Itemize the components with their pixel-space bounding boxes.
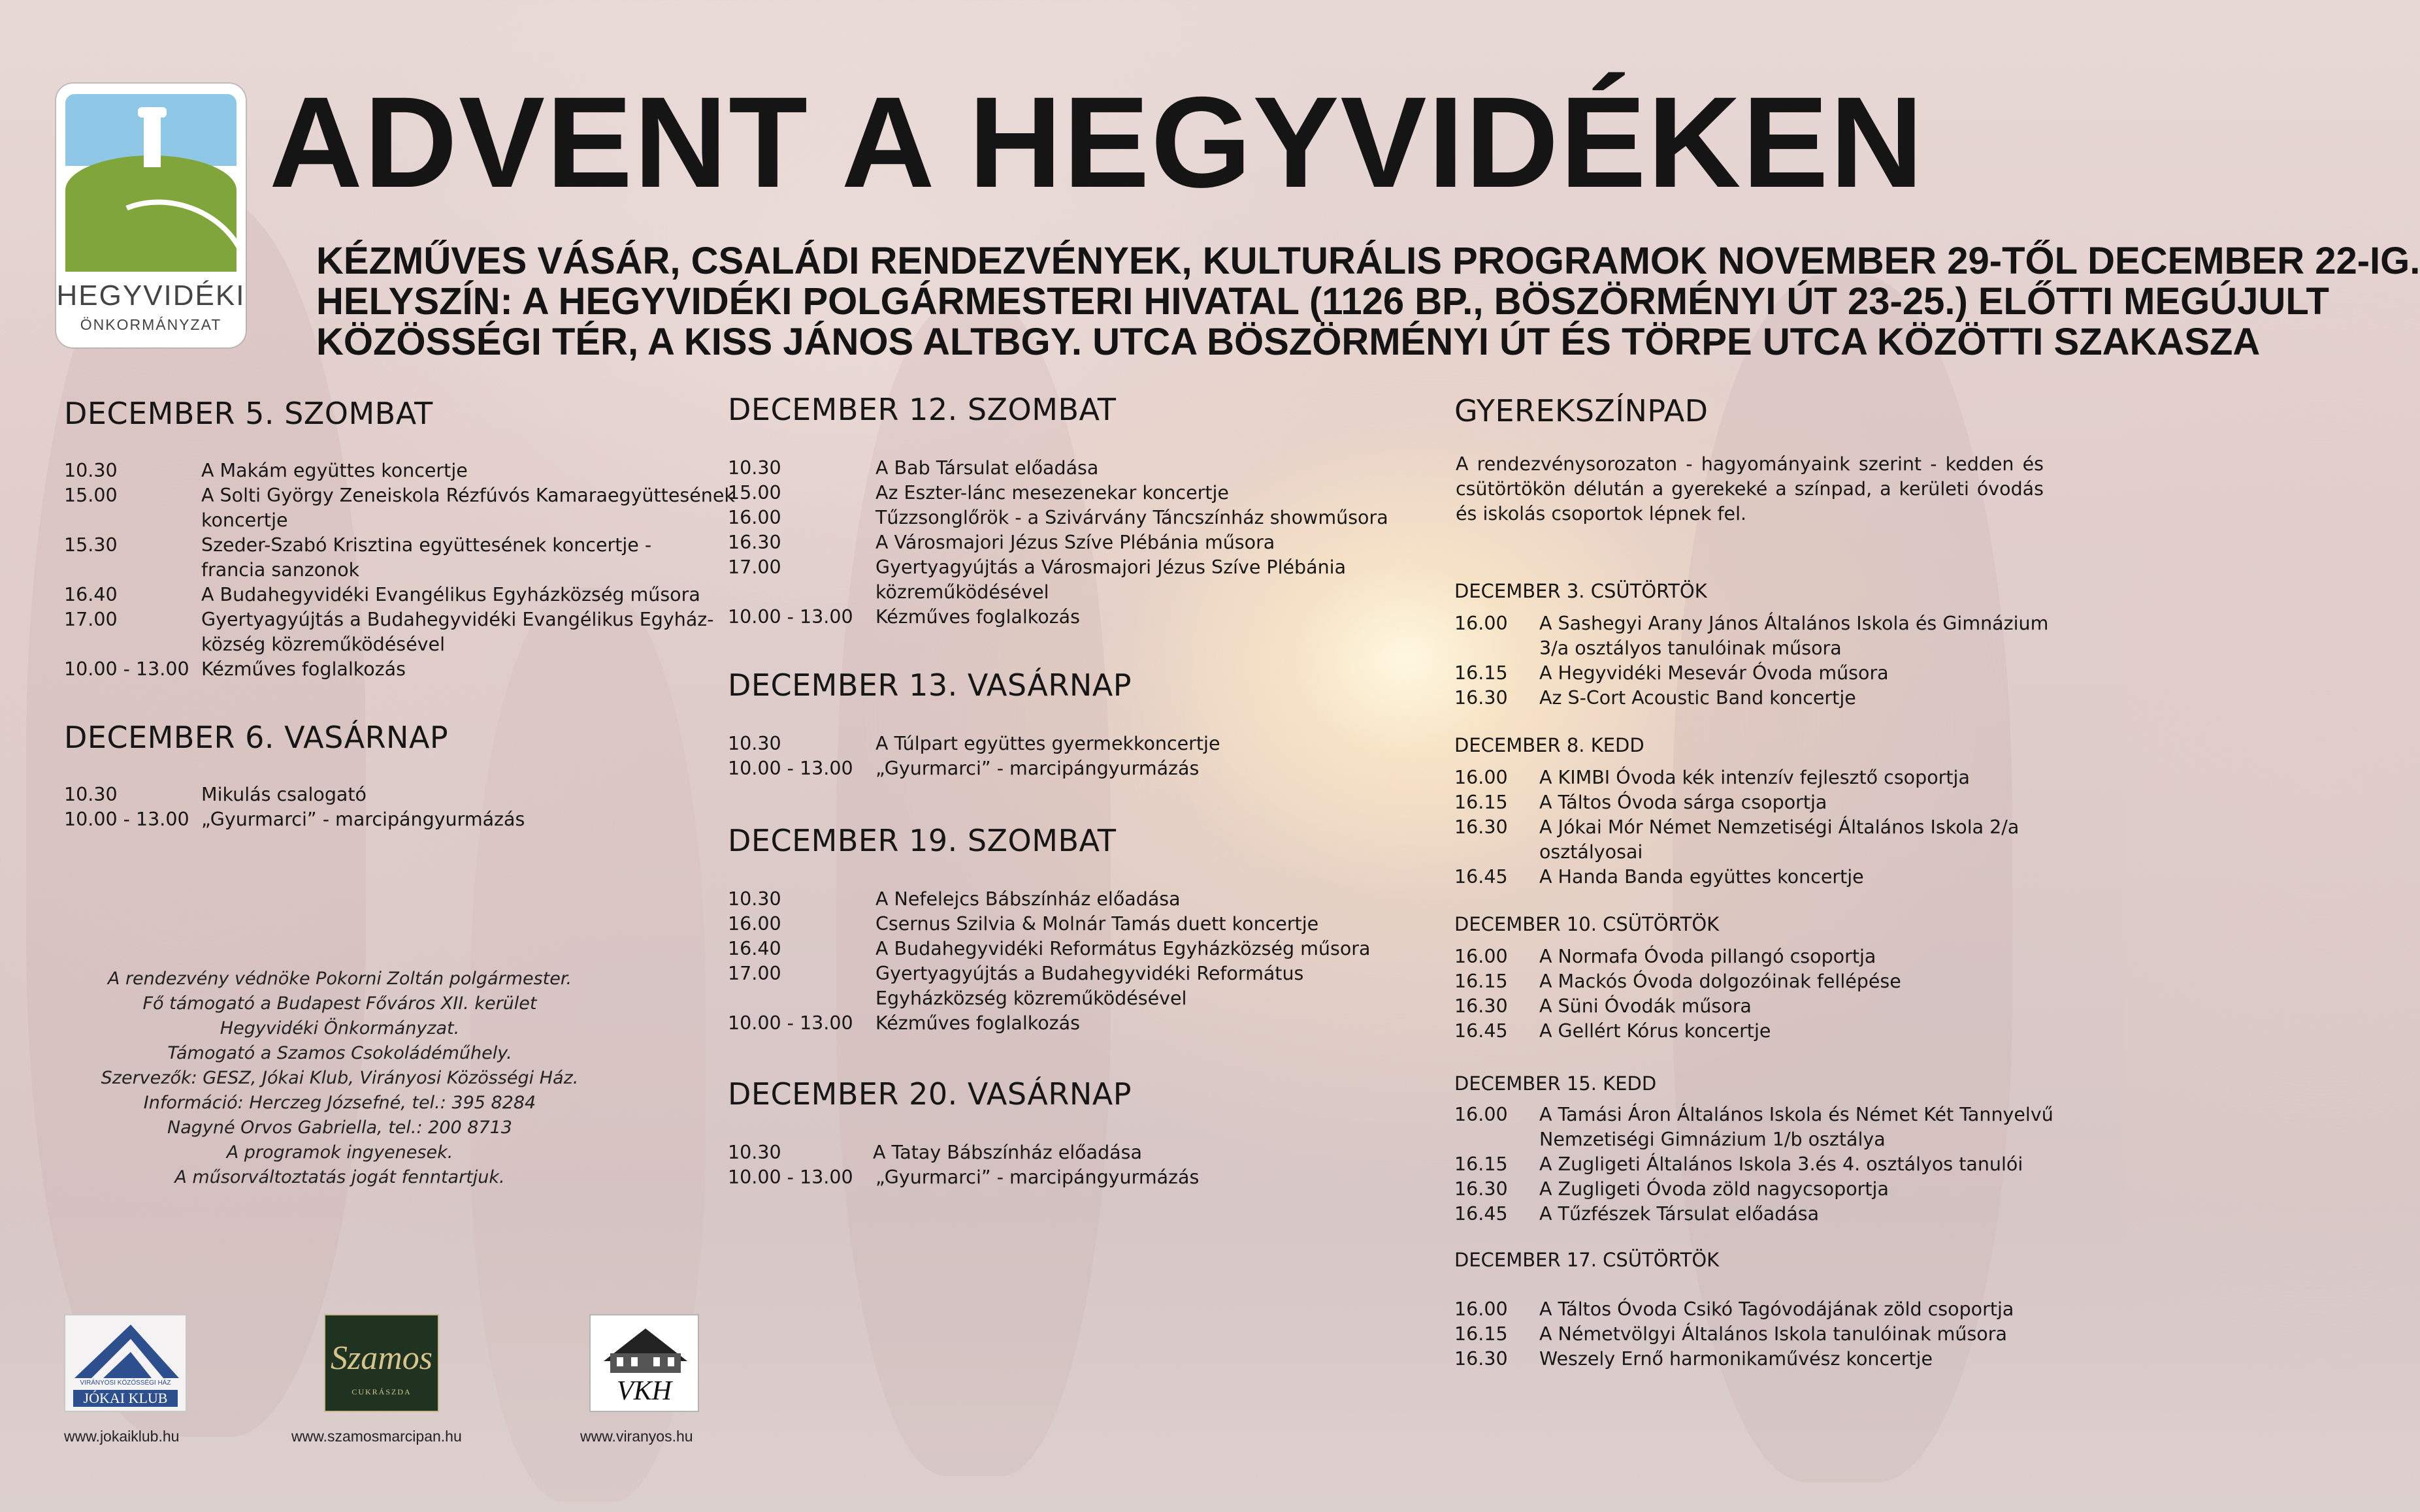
- day-heading: DECEMBER 5. SZOMBAT: [64, 396, 433, 431]
- event-desc: A Tűzfészek Társulat előadása: [1539, 1203, 1820, 1225]
- event-desc: Gyertyagyújtás a Budahegyvidéki Református: [875, 963, 1304, 984]
- event-time: 16.15: [1454, 662, 1508, 684]
- event-time: 16.00: [728, 913, 781, 935]
- event-time: 10.30: [64, 460, 118, 481]
- event-desc: Weszely Ernő harmonikaművész koncertje: [1539, 1348, 1933, 1370]
- event-desc: Csernus Szilvia & Molnár Tamás duett koncertje: [875, 913, 1319, 935]
- event-desc: A Solti György Zeneiskola Rézfúvós Kamaraegyüttesének: [201, 485, 735, 506]
- event-time: 16.15: [1454, 1323, 1508, 1345]
- credits-line: Nagyné Orvos Gabriella, tel.: 200 8713: [167, 1118, 512, 1138]
- event-time: 17.00: [728, 556, 781, 578]
- event-time: 10.00 - 13.00: [64, 809, 189, 830]
- event-time: 16.45: [1454, 866, 1508, 888]
- event-time: 10.00 - 13.00: [64, 658, 189, 680]
- page-title: ADVENT A HEGYVIDÉKEN: [269, 70, 1925, 214]
- event-desc: „Gyurmarci” - marcipángyurmázás: [201, 809, 525, 830]
- event-time: 16.15: [1454, 1153, 1508, 1175]
- szamos-logo-small: CUKRÁSZDA: [352, 1387, 412, 1396]
- event-time: 10.30: [64, 784, 118, 805]
- event-time: 10.30: [728, 888, 781, 910]
- event-time: 10.00 - 13.00: [728, 1166, 853, 1188]
- event-desc: közreműködésével: [875, 581, 1049, 603]
- event-desc: A Tamási Áron Általános Iskola és Német Két Tannyelvű: [1539, 1104, 2053, 1125]
- jokai-klub-small: VIRÁNYOSI KÖZÖSSÉGI HÁZ: [80, 1379, 171, 1387]
- event-desc: A Normafa Óvoda pillangó csoportja: [1539, 946, 1876, 967]
- event-desc: A Sashegyi Arany János Általános Iskola és Gimnázium: [1539, 613, 2049, 634]
- day-heading: DECEMBER 20. VASÁRNAP: [728, 1076, 1132, 1112]
- day-heading: DECEMBER 12. SZOMBAT: [728, 392, 1117, 427]
- event-time: 16.00: [728, 507, 781, 528]
- event-desc: A Túlpart együttes gyermekkoncertje: [875, 733, 1220, 754]
- event-time: 16.15: [1454, 971, 1508, 992]
- tower-icon: [144, 112, 161, 167]
- credits-line: A programok ingyenesek.: [226, 1142, 453, 1163]
- sponsor-link[interactable]: www.szamosmarcipan.hu: [291, 1428, 462, 1445]
- event-desc: Nemzetiségi Gimnázium 1/b osztálya: [1539, 1129, 1886, 1150]
- subheading-line: KÉZMŰVES VÁSÁR, CSALÁDI RENDEZVÉNYEK, KULTURÁLIS PROGRAMOK NOVEMBER 29-TŐL DECEMBER 22-IG.: [316, 240, 2420, 282]
- event-desc: Kézműves foglalkozás: [875, 1012, 1080, 1034]
- event-desc: A Zugligeti Óvoda zöld nagycsoportja: [1539, 1178, 1889, 1200]
- intro-text: A rendezvénysorozaton - hagyományaink szerint - kedden és csütörtökön délután a gyerekeké a színpad, a kerületi óvodás és iskolás csoportok lépnek fel.: [1456, 453, 2044, 524]
- event-desc: Az S-Cort Acoustic Band koncertje: [1539, 687, 1856, 709]
- event-desc: osztályosai: [1539, 841, 1643, 863]
- event-desc: A Városmajori Jézus Szíve Plébánia műsora: [875, 532, 1275, 553]
- event-desc: Kézműves foglalkozás: [875, 606, 1080, 628]
- event-time: 16.00: [1454, 946, 1508, 967]
- event-desc: Tűzzsonglőrök - a Szivárvány Táncszínház showműsora: [875, 507, 1388, 528]
- day-heading: DECEMBER 13. VASÁRNAP: [728, 668, 1132, 703]
- credits-line: A rendezvény védnöke Pokorni Zoltán polgármester.: [107, 969, 572, 989]
- event-desc: A KIMBI Óvoda kék intenzív fejlesztő csoportja: [1539, 767, 1970, 788]
- event-time: 16.30: [1454, 1178, 1508, 1200]
- event-time: 10.30: [728, 733, 781, 754]
- subheading-line: KÖZÖSSÉGI TÉR, A KISS JÁNOS ALTBGY. UTCA BÖSZÖRMÉNYI ÚT ÉS TÖRPE UTCA KÖZÖTTI SZAKASZA: [316, 321, 2261, 363]
- day-heading: DECEMBER 19. SZOMBAT: [728, 823, 1117, 858]
- subheading-line: HELYSZÍN: A HEGYVIDÉKI POLGÁRMESTERI HIVATAL (1126 BP., BÖSZÖRMÉNYI ÚT 23-25.) ELŐTTI MEGÚJULT: [316, 280, 2329, 323]
- event-desc: francia sanzonok: [201, 559, 360, 581]
- event-desc: „Gyurmarci” - marcipángyurmázás: [875, 1166, 1200, 1188]
- event-desc: Gyertyagyújtás a Budahegyvidéki Evangélikus Egyház-: [201, 609, 714, 630]
- hegyvideki-logo: [56, 84, 246, 347]
- credits-line: Hegyvidéki Önkormányzat.: [220, 1018, 460, 1038]
- event-desc: koncertje: [201, 509, 288, 531]
- event-time: 17.00: [64, 609, 118, 630]
- event-desc: A Tatay Bábszínház előadása: [873, 1142, 1142, 1163]
- event-time: 16.45: [1454, 1203, 1508, 1225]
- event-time: 16.30: [728, 532, 781, 553]
- event-desc: A Németvölgyi Általános Iskola tanulóinak műsora: [1539, 1323, 2007, 1345]
- event-time: 16.30: [1454, 995, 1508, 1017]
- jokai-klub-text: JÓKAI KLUB: [73, 1390, 178, 1407]
- day-heading: DECEMBER 15. KEDD: [1454, 1072, 1657, 1095]
- day-heading: DECEMBER 3. CSÜTÖRTÖK: [1454, 580, 1707, 602]
- event-desc: A Budahegyvidéki Evangélikus Egyházközség műsora: [201, 584, 700, 605]
- event-desc: A Táltos Óvoda Csikó Tagóvodájának zöld csoportja: [1539, 1298, 2014, 1320]
- event-desc: Kézműves foglalkozás: [201, 658, 406, 680]
- event-desc: A Zugligeti Általános Iskola 3.és 4. osztályos tanulói: [1539, 1153, 2023, 1175]
- credits-line: Információ: Herczeg Józsefné, tel.: 395 8284: [143, 1093, 536, 1113]
- event-desc: Szeder-Szabó Krisztina együttesének koncertje -: [201, 534, 652, 556]
- szamos-logo-text: Szamos: [330, 1340, 433, 1377]
- credits-line: Támogató a Szamos Csokoládéműhely.: [167, 1043, 512, 1063]
- event-time: 17.00: [728, 963, 781, 984]
- event-time: 16.45: [1454, 1020, 1508, 1042]
- event-desc: község közreműködésével: [201, 634, 446, 655]
- event-desc: A Gellért Kórus koncertje: [1539, 1020, 1771, 1042]
- event-time: 16.30: [1454, 1348, 1508, 1370]
- event-desc: A Jókai Mór Német Nemzetiségi Általános Iskola 2/a: [1539, 816, 2019, 838]
- event-desc: 3/a osztályos tanulóinak műsora: [1539, 637, 1842, 659]
- day-heading: DECEMBER 8. KEDD: [1454, 734, 1644, 756]
- event-desc: A Bab Társulat előadása: [875, 457, 1099, 479]
- event-desc: A Mackós Óvoda dolgozóinak fellépése: [1539, 971, 1901, 992]
- credits-line: Szervezők: GESZ, Jókai Klub, Virányosi Közösségi Ház.: [101, 1068, 579, 1088]
- event-desc: A Makám együttes koncertje: [201, 460, 468, 481]
- event-desc: A Budahegyvidéki Református Egyházközség műsora: [875, 938, 1371, 959]
- day-heading: DECEMBER 6. VASÁRNAP: [64, 720, 449, 755]
- event-time: 16.30: [1454, 687, 1508, 709]
- event-time: 10.00 - 13.00: [728, 606, 853, 628]
- event-time: 10.30: [728, 1142, 781, 1163]
- credits-line: A műsorváltoztatás jogát fenntartjuk.: [174, 1167, 505, 1187]
- event-desc: A Nefelejcs Bábszínház előadása: [875, 888, 1181, 910]
- event-desc: Az Eszter-lánc mesezenekar koncertje: [875, 482, 1229, 504]
- event-time: 16.00: [1454, 1104, 1508, 1125]
- szamos-logo: [324, 1314, 439, 1412]
- event-desc: A Hegyvidéki Mesevár Óvoda műsora: [1539, 662, 1889, 684]
- event-time: 15.00: [64, 485, 118, 506]
- jokai-klub-logo: [64, 1314, 187, 1412]
- event-time: 16.40: [728, 938, 781, 959]
- event-time: 16.30: [1454, 816, 1508, 838]
- vkh-logo-text: VKH: [617, 1376, 672, 1406]
- event-desc: Gyertyagyújtás a Városmajori Jézus Szíve Plébánia: [875, 556, 1347, 578]
- event-desc: A Táltos Óvoda sárga csoportja: [1539, 792, 1827, 813]
- section-heading: GYEREKSZÍNPAD: [1454, 393, 1709, 428]
- event-time: 16.15: [1454, 792, 1508, 813]
- logo-subtitle: ÖNKORMÁNYZAT: [80, 316, 222, 333]
- event-time: 15.00: [728, 482, 781, 504]
- day-heading: DECEMBER 10. CSÜTÖRTÖK: [1454, 913, 1720, 935]
- event-time: 16.00: [1454, 767, 1508, 788]
- credits-line: Fő támogató a Budapest Főváros XII. kerület: [142, 993, 537, 1014]
- event-desc: Egyházközség közreműködésével: [875, 988, 1187, 1009]
- credits: [52, 967, 627, 1190]
- event-time: 10.00 - 13.00: [728, 1012, 853, 1034]
- event-desc: „Gyurmarci” - marcipángyurmázás: [875, 758, 1200, 779]
- event-desc: A Handa Banda együttes koncertje: [1539, 866, 1864, 888]
- sponsor-link[interactable]: www.jokaiklub.hu: [64, 1428, 180, 1445]
- event-time: 16.00: [1454, 613, 1508, 634]
- sponsor-link[interactable]: www.viranyos.hu: [580, 1428, 693, 1445]
- event-desc: Mikulás csalogató: [201, 784, 367, 805]
- event-time: 10.30: [728, 457, 781, 479]
- event-time: 10.00 - 13.00: [728, 758, 853, 779]
- event-time: 16.40: [64, 584, 118, 605]
- logo-title: HEGYVIDÉKI: [56, 280, 246, 312]
- day-heading: DECEMBER 17. CSÜTÖRTÖK: [1454, 1249, 1720, 1271]
- vkh-logo: [589, 1314, 699, 1412]
- event-time: 16.00: [1454, 1298, 1508, 1320]
- event-desc: A Süni Óvodák műsora: [1539, 995, 1752, 1017]
- event-time: 15.30: [64, 534, 118, 556]
